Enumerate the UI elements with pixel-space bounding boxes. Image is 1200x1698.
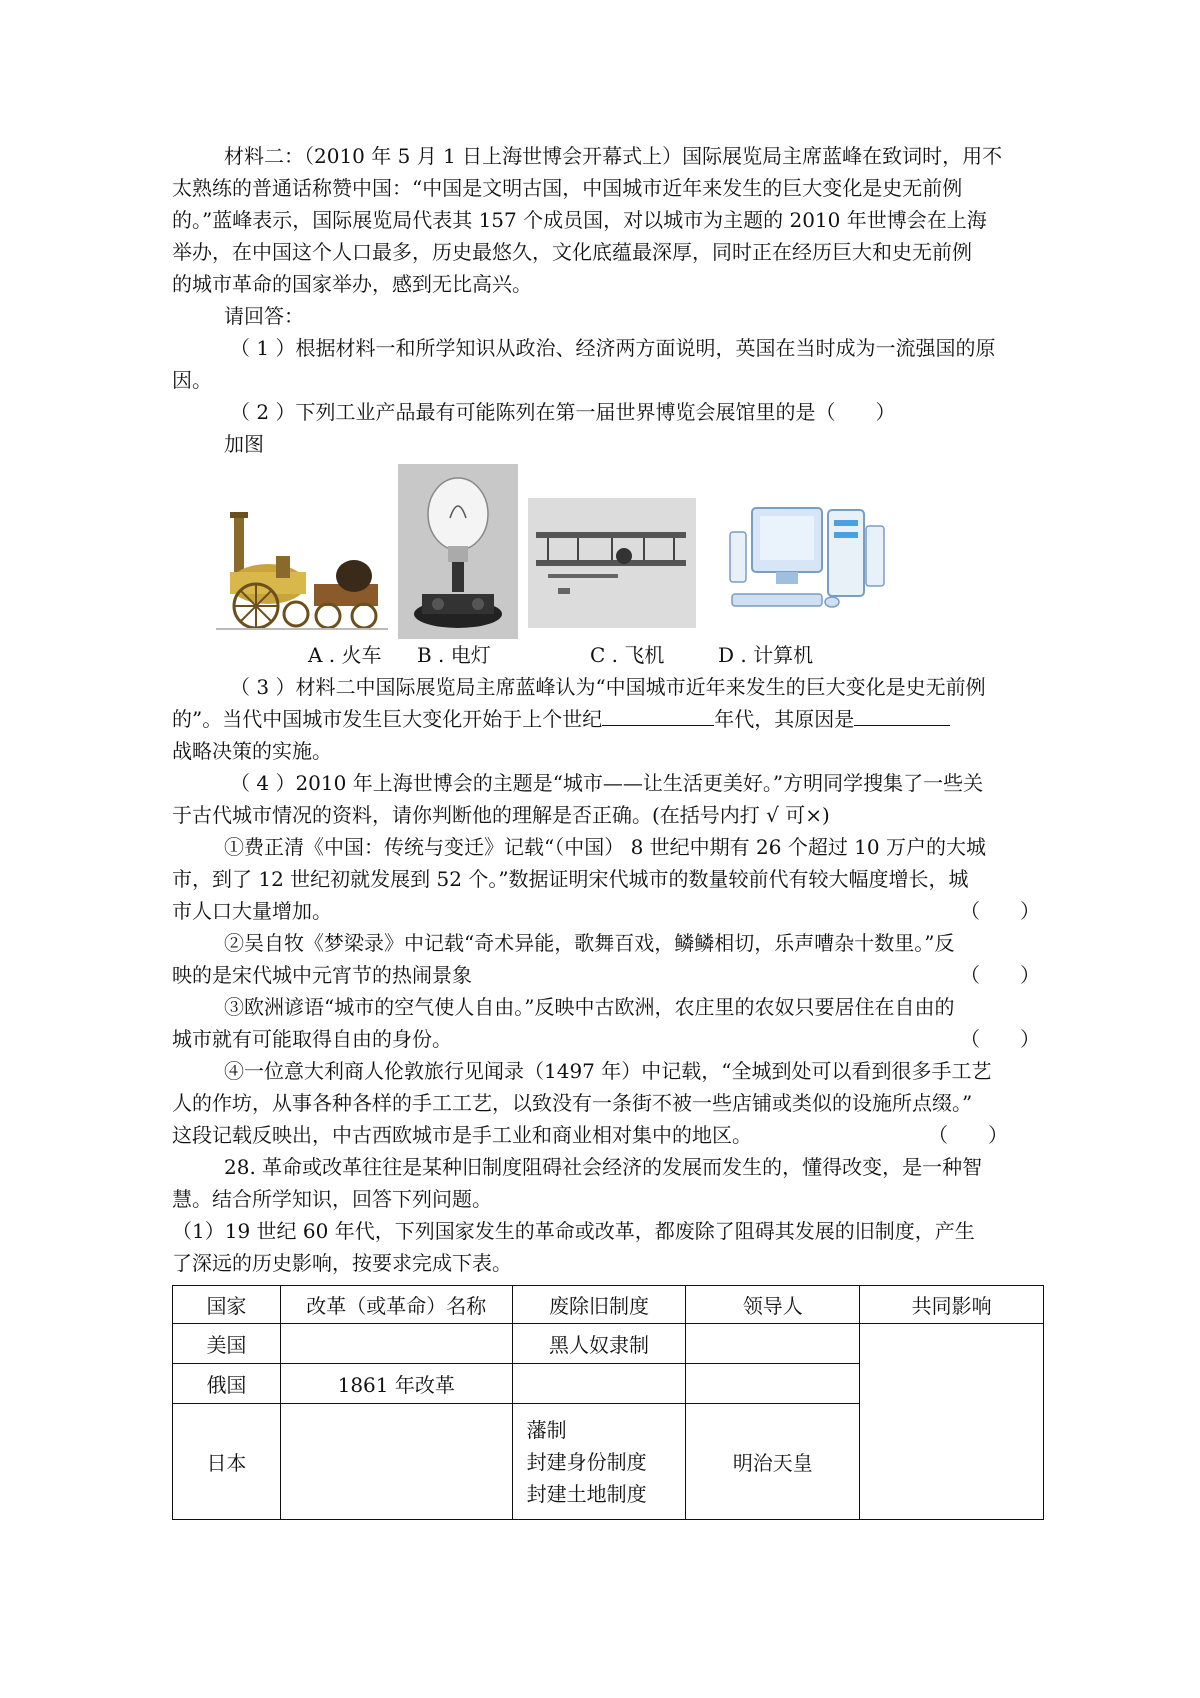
material2-line-3: 的。”蓝峰表示，国际展览局代表其 157 个成员国，对以城市为主题的 2010 年世博会在上海 [172,208,987,232]
q4-item3-answer-paren[interactable]: （ ） [960,1027,1040,1051]
cell-country-japan: 日本 [173,1404,281,1520]
cell-reform-name-russia: 1861 年改革 [280,1364,512,1404]
steam-locomotive-image [216,502,388,634]
option-a-label: A . 火车 [308,643,382,667]
q3-blank-reason[interactable] [854,703,950,726]
reform-table [172,1285,1044,1520]
cell-country-usa: 美国 [173,1324,281,1364]
q4-item1-answer-paren[interactable]: （ ） [960,899,1040,923]
q4-item4-last-row [172,1119,1032,1151]
option-b-label: B . 电灯 [417,643,491,667]
q28-sub1-line-2: 了深远的历史影响，按要求完成下表。 [172,1251,512,1275]
q3-line-2 [172,703,1032,735]
q4-item3-line-1: ③欧洲谚语“城市的空气使人自由。”反映中古欧洲，农庄里的农奴只要居住在自由的 [224,995,955,1019]
q4-line-1: （ 4 ）2010 年上海世博会的主题是“城市——让生活更美好。”方明同学搜集了一些关 [230,771,984,795]
cell-abolished-usa: 黑人奴隶制 [512,1324,686,1364]
material2-line-4: 举办，在中国这个人口最多，历史最悠久，文化底蕴最深厚，同时正在经历巨大和史无前例 [172,240,972,264]
q4-item4-line-3: 这段记载反映出，中古西欧城市是手工业和商业相对集中的地区。 [172,1123,752,1147]
q4-item1-last-row [172,895,1040,927]
q4-item3-last-row [172,1023,1040,1055]
cell-leader-japan: 明治天皇 [686,1404,860,1520]
q3-line-1: （ 3 ）材料二中国际展览局主席蓝峰认为“中国城市近年来发生的巨大变化是史无前例 [230,675,986,699]
q4-item2-line-2: 映的是宋代城中元宵节的热闹景象 [172,963,472,987]
q2-add-figure: 加图 [224,432,264,456]
light-bulb-image [398,464,518,639]
table-row [173,1324,1044,1364]
cell-country-russia: 俄国 [173,1364,281,1404]
cell-abolished-russia[interactable] [512,1364,686,1404]
cell-abolished-japan [512,1404,686,1520]
q3-line-2-mid: 年代，其原因是 [714,707,855,731]
q2-question: （ 2 ）下列工业产品最有可能陈列在第一届世界博览会展馆里的是（ ） [230,400,896,424]
abolished-item: 封建身份制度 [526,1449,647,1474]
q4-item4-line-1: ④一位意大利商人伦敦旅行见闻录（1497 年）中记载，“全城到处可以看到很多手工艺 [224,1059,992,1083]
header-reform-name: 改革（或革命）名称 [280,1286,512,1324]
abolished-item: 封建土地制度 [526,1481,647,1506]
q4-item4-answer-paren[interactable]: （ ） [928,1123,1008,1147]
q4-item1-line-3: 市人口大量增加。 [172,899,332,923]
q4-item2-line-1: ②吴自牧《梦梁录》中记载“奇术异能，歌舞百戏，鳞鳞相切，乐声嘈杂十数里。”反 [224,931,955,955]
material2-line-1: 材料二：（2010 年 5 月 1 日上海世博会开幕式上）国际展览局主席蓝峰在致词时，用不 [224,144,1003,168]
abolished-item: 藩制 [526,1417,567,1442]
q4-item1-line-2: 市，到了 12 世纪初就发展到 52 个。”数据证明宋代城市的数量较前代有较大幅度增长，城 [172,867,969,891]
cell-leader-usa[interactable] [686,1324,860,1364]
header-leader: 领导人 [686,1286,860,1324]
q4-item4-line-2: 人的作坊，从事各种各样的手工工艺，以致没有一条街不被一些店铺或类似的设施所点缀。” [172,1091,973,1115]
q4-item2-answer-paren[interactable]: （ ） [960,963,1040,987]
q4-item2-last-row [172,959,1040,991]
cell-leader-russia[interactable] [686,1364,860,1404]
header-shared-impact: 共同影响 [860,1286,1044,1324]
header-abolished-system: 废除旧制度 [512,1286,686,1324]
q2-figures [172,464,1032,639]
biplane-image [528,498,696,628]
q4-item3-line-2: 城市就有可能取得自由的身份。 [172,1027,452,1051]
q1-line-1: （ 1 ）根据材料一和所学知识从政治、经济两方面说明，英国在当时成为一流强国的原 [230,336,996,360]
q3-blank-decade[interactable] [602,703,714,726]
computer-image [708,502,888,620]
q28-line-1: 28. 革命或改革往往是某种旧制度阻碍社会经济的发展而发生的，懂得改变，是一种智 [224,1155,983,1179]
exam-page [172,140,1040,1279]
option-c-label: C . 飞机 [590,643,665,667]
cell-shared-impact[interactable] [860,1324,1044,1520]
header-country: 国家 [173,1286,281,1324]
cell-reform-name-usa[interactable] [280,1324,512,1364]
q4-item1-line-1: ①费正清《中国：传统与变迁》记载“（中国） 8 世纪中期有 26 个超过 10 万户的大城 [224,835,986,859]
cell-reform-name-japan[interactable] [280,1404,512,1520]
q2-option-labels [172,639,1032,671]
table-header-row [173,1286,1044,1324]
q4-line-2: 于古代城市情况的资料，请你判断他的理解是否正确。(在括号内打 √ 可×) [172,803,830,827]
material2-line-2: 太熟练的普通话称赞中国：“中国是文明古国，中国城市近年来发生的巨大变化是史无前例 [172,176,963,200]
q28-line-2: 慧。结合所学知识，回答下列问题。 [172,1187,492,1211]
q3-line-3: 战略决策的实施。 [172,739,332,763]
q3-line-2-start: 的”。当代中国城市发生巨大变化开始于上个世纪 [172,707,603,731]
answer-prompt: 请回答： [224,304,304,328]
material2-line-5: 的城市革命的国家举办，感到无比高兴。 [172,272,532,296]
option-d-label: D . 计算机 [718,643,814,667]
q28-sub1-line-1: （1）19 世纪 60 年代，下列国家发生的革命或改革，都废除了阻碍其发展的旧制度，产生 [172,1219,975,1243]
q1-line-2: 因。 [172,368,212,392]
